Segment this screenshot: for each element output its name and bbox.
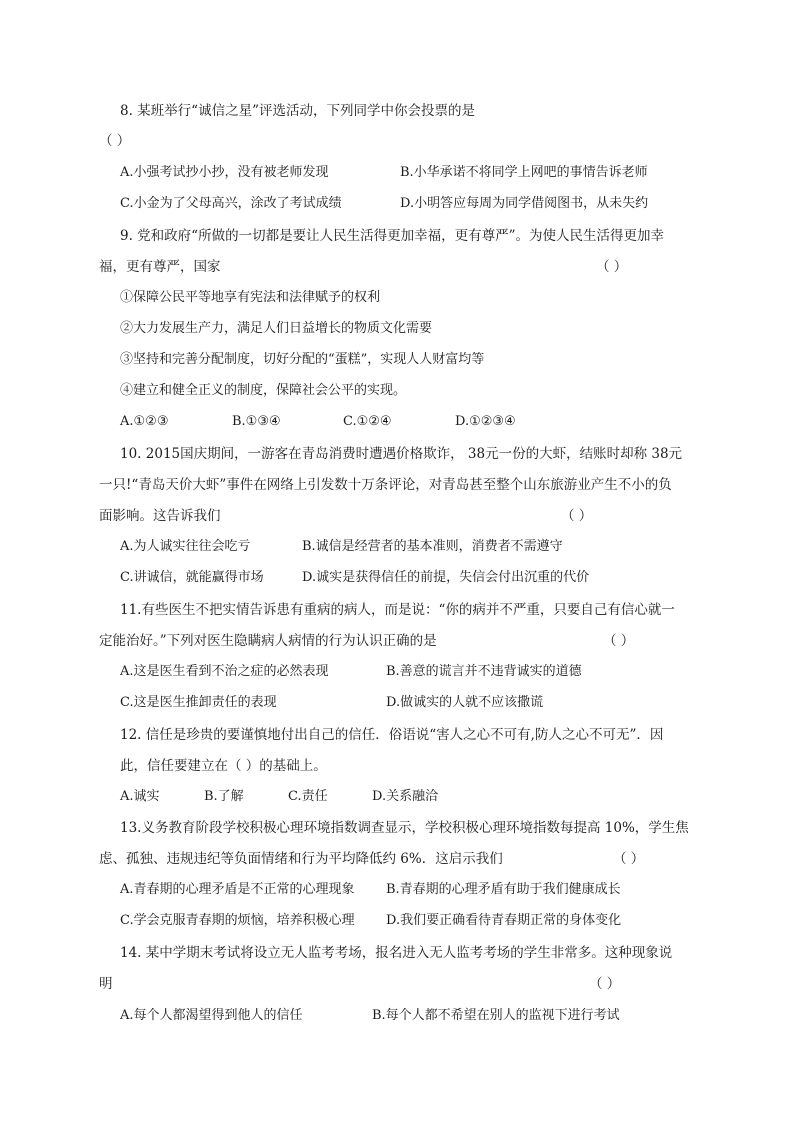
q11-answer-bracket[interactable]: （ ） <box>603 633 635 649</box>
q9-option-a: A.①②③ <box>120 414 169 429</box>
q14-option-b: B.每个人都不希望在别人的监视下进行考试 <box>372 1008 620 1023</box>
q9-item-1: ①保障公民平等地享有宪法和法律赋予的权利 <box>120 290 381 305</box>
q12-stem-line1: 12. 信任是珍贵的要谨慎地付出自己的信任．俗语说“害人之心不可有,防人之心不可无”．因 <box>120 727 664 743</box>
q9-option-b: B.①③④ <box>232 414 281 429</box>
q13-option-d: D.我们要正确看待青春期正常的身体变化 <box>386 913 622 928</box>
q10-stem-line1: 10. 2015国庆期间，一游客在青岛消费时遭遇价格欺诈， 38元一份的大虾，结账时却称 38元 <box>120 446 683 462</box>
q9-item-4: ④建立和健全正义的制度，保障社会公平的实现。 <box>120 383 407 398</box>
q14-stem-line1: 14. 某中学期末考试将设立无人监考考场，报名进入无人监考考场的学生非常多。这种现象说 <box>120 945 673 961</box>
q14-option-a: A.每个人都渴望得到他人的信任 <box>120 1008 303 1023</box>
q8-option-b: B.小华承诺不将同学上网吧的事情告诉老师 <box>400 165 648 180</box>
q10-answer-bracket[interactable]: （ ） <box>561 508 593 524</box>
q11-option-d: D.做诚实的人就不应该撒谎 <box>386 695 544 710</box>
q11-option-c: C.这是医生推卸责任的表现 <box>120 695 277 710</box>
q10-option-c: C.讲诚信，就能赢得市场 <box>120 570 264 585</box>
q8-option-c: C.小金为了父母高兴，涂改了考试成绩 <box>120 196 342 211</box>
q9-stem-line1: 9. 党和政府“所做的一切都是要让人民生活得更加幸福，更有尊严”。为使人民生活得更加幸 <box>120 228 664 244</box>
q8-option-d: D.小明答应每周为同学借阅图书，从未失约 <box>400 196 649 211</box>
q12-option-a: A.诚实 <box>120 789 160 804</box>
q8-option-a: A.小强考试抄小抄，没有被老师发现 <box>120 165 329 180</box>
q14-stem-line2: 明 <box>99 976 113 992</box>
q8-answer-bracket[interactable]: （ ） <box>99 133 131 149</box>
q13-stem-line1: 13.义务教育阶段学校积极心理环境指数调查显示，学校积极心理环境指数每提高 10%，学生焦 <box>120 820 689 836</box>
q12-option-b: B.了解 <box>204 789 244 804</box>
q9-stem-line2: 福，更有尊严，国家 <box>99 259 221 275</box>
q11-option-a: A.这是医生看到不治之症的必然表现 <box>120 664 329 679</box>
q11-stem-line1: 11.有些医生不把实情告诉患有重病的病人，而是说：“你的病并不严重，只要自己有信心就一 <box>120 602 675 618</box>
q11-option-b: B.善意的谎言并不违背诚实的道德 <box>386 664 582 679</box>
q12-stem-line2: 此，信任要建立在（ ）的基础上。 <box>120 758 327 774</box>
q9-option-c: C.①②④ <box>343 414 392 429</box>
q8-stem: 8. 某班举行“诚信之星”评选活动，下列同学中你会投票的是 <box>120 103 475 119</box>
q10-stem-line3: 面影响。这告诉我们 <box>99 508 221 524</box>
q9-item-2: ②大力发展生产力，满足人们日益增长的物质文化需要 <box>120 321 433 336</box>
q10-stem-line2: 一只!“青岛天价大虾”事件在网络上引发数十万条评论，对青岛甚至整个山东旅游业产生不小的负 <box>99 477 672 493</box>
q9-option-d: D.①②③④ <box>455 414 516 429</box>
q13-option-a: A.青春期的心理矛盾是不正常的心理现象 <box>120 882 355 897</box>
q12-option-c: C.责任 <box>288 789 328 804</box>
q13-option-b: B.青春期的心理矛盾有助于我们健康成长 <box>386 882 621 897</box>
q9-answer-bracket[interactable]: （ ） <box>596 259 628 275</box>
q11-stem-line2: 定能治好。”下列对医生隐瞒病人病情的行为认识正确的是 <box>99 633 437 649</box>
q10-option-a: A.为人诚实往往会吃亏 <box>120 539 251 554</box>
q13-option-c: C.学会克服青春期的烦恼，培养积极心理 <box>120 913 355 928</box>
q12-option-d: D.关系融洽 <box>372 789 439 804</box>
q13-answer-bracket[interactable]: （ ） <box>613 851 645 867</box>
q10-option-d: D.诚实是获得信任的前提，失信会付出沉重的代价 <box>302 570 590 585</box>
q13-stem-line2: 虑、孤独、违规违纪等负面情绪和行为平均降低约 6%．这启示我们 <box>99 851 503 867</box>
q9-item-3: ③坚持和完善分配制度，切好分配的“蛋糕”，实现人人财富均等 <box>120 352 485 367</box>
q14-answer-bracket[interactable]: （ ） <box>589 976 621 992</box>
q10-option-b: B.诚信是经营者的基本准则，消费者不需遵守 <box>302 539 563 554</box>
